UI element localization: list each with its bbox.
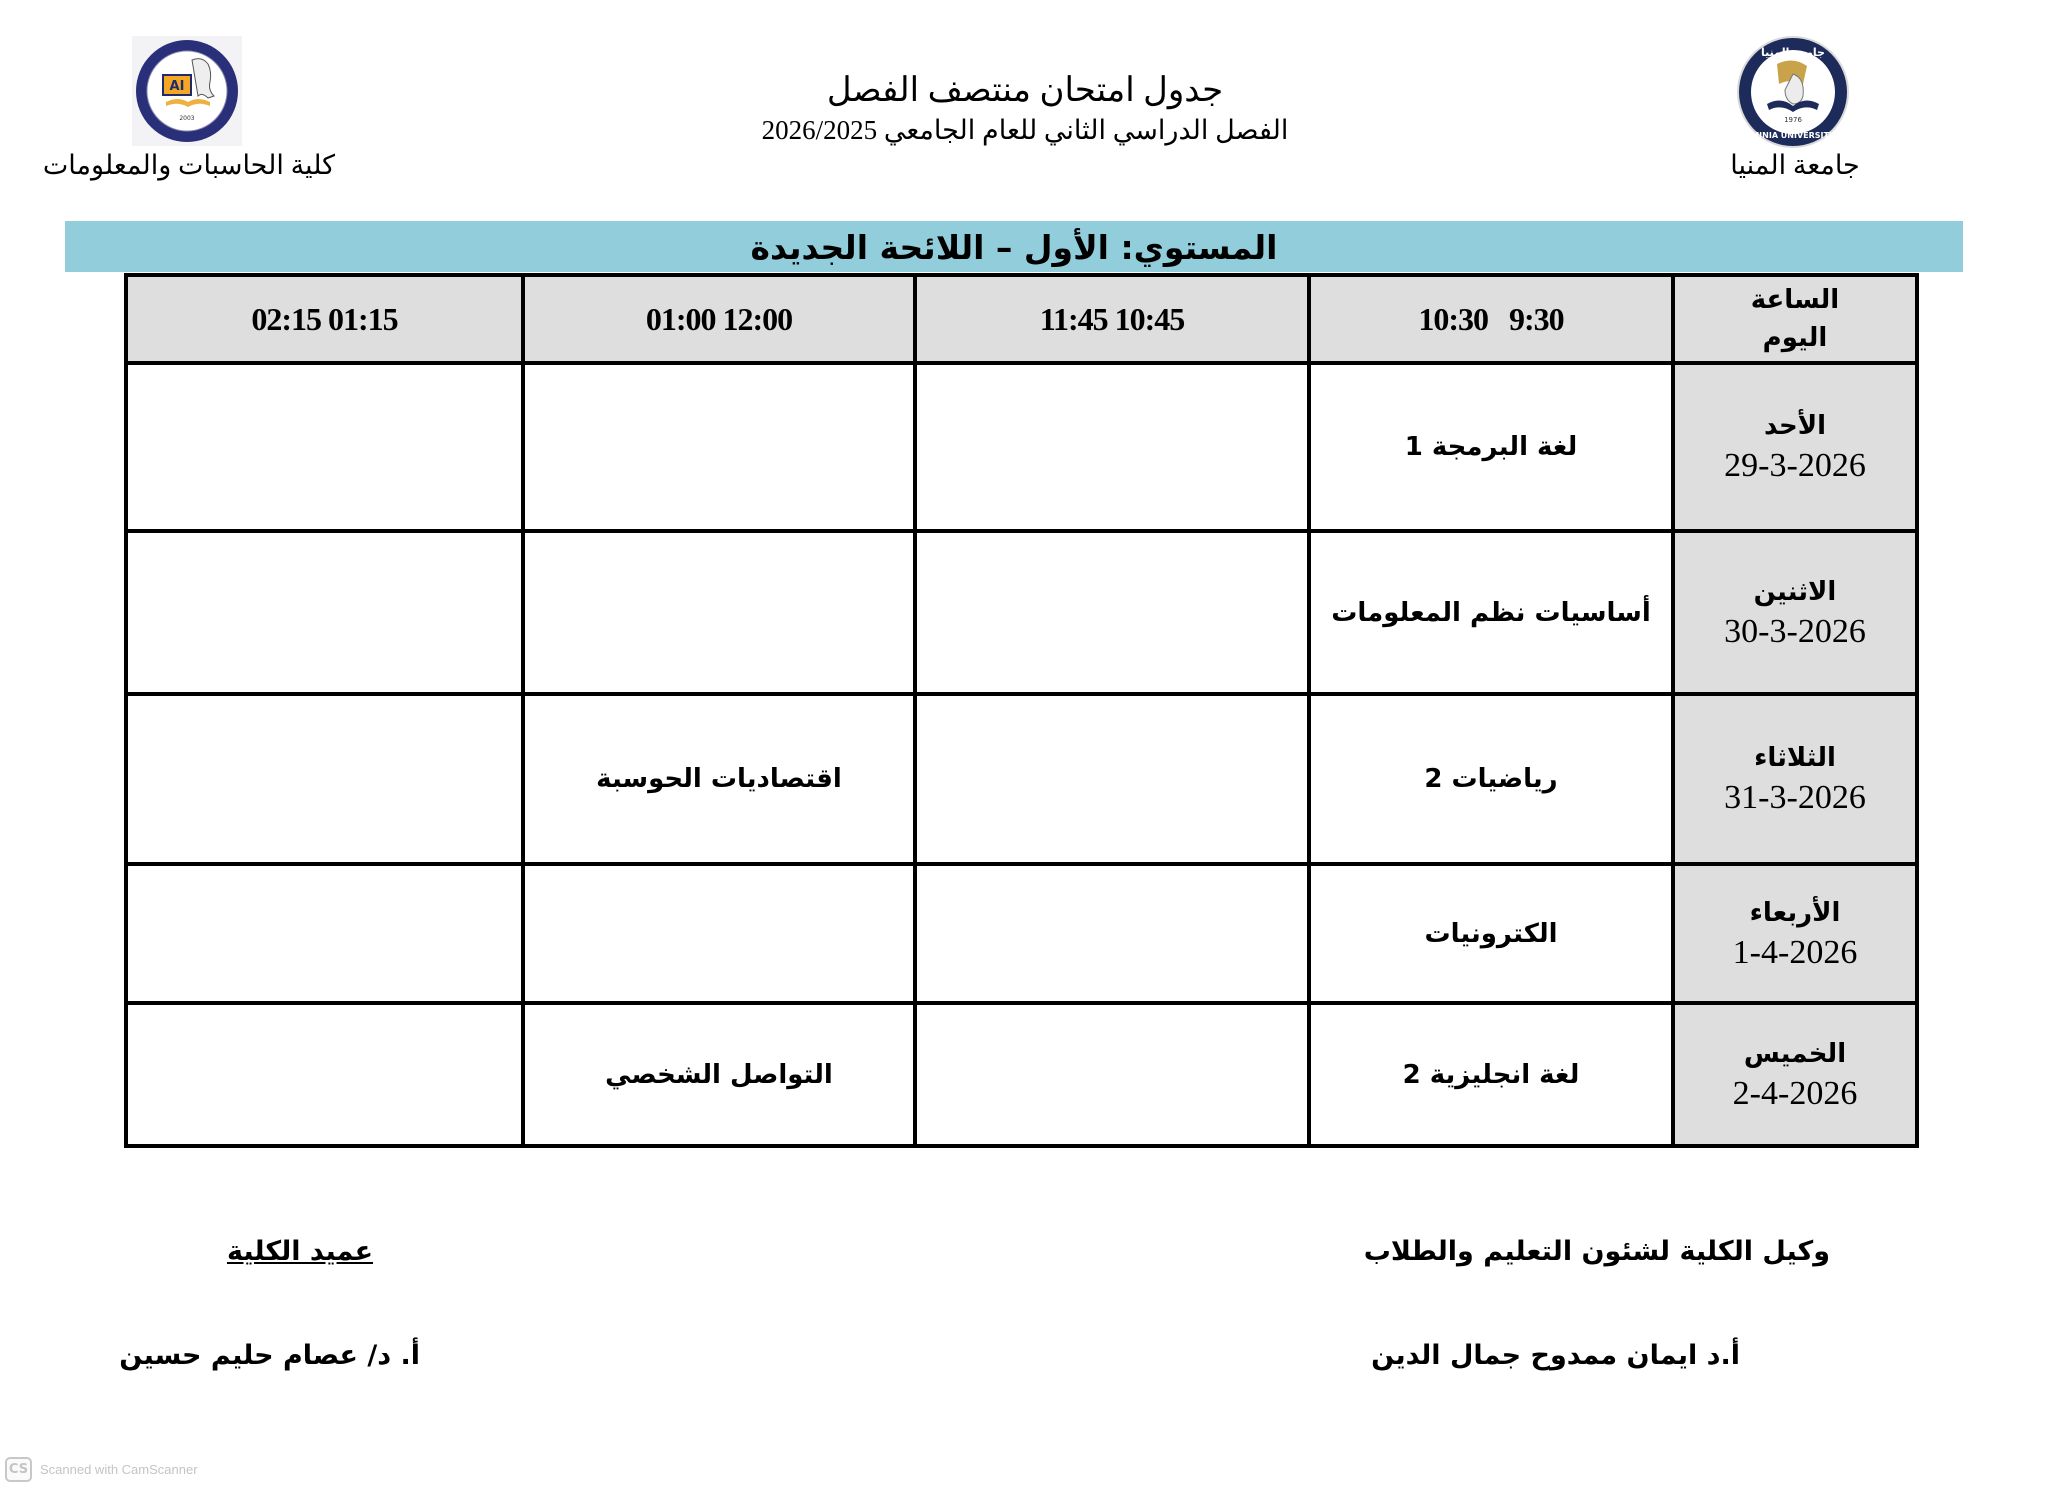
- table-row: [126, 694, 1917, 864]
- slot-cell: [126, 864, 523, 1003]
- slot-cell: [915, 1003, 1309, 1146]
- dean-title: عميد الكلية: [226, 1236, 374, 1267]
- slot-cell: [915, 531, 1309, 694]
- time-slot-header-4: 02:15 01:15: [126, 275, 523, 363]
- day-cell: الاثنين 30-3-2026: [1673, 531, 1917, 694]
- svg-text:AI: AI: [169, 79, 185, 94]
- slot-cell: [126, 1003, 523, 1146]
- university-logo-icon: [1733, 34, 1853, 150]
- day-cell: الخميس 2-4-2026: [1673, 1003, 1917, 1146]
- slot-cell: [523, 531, 915, 694]
- day-cell: الأربعاء 1-4-2026: [1673, 864, 1917, 1003]
- svg-text:1976: 1976: [1784, 116, 1802, 124]
- vice-dean-name: أ.د ايمان ممدوح جمال الدين: [1371, 1340, 1740, 1371]
- vice-dean-title: وكيل الكلية لشئون التعليم والطلاب: [1363, 1236, 1830, 1267]
- slot-cell: اقتصاديات الحوسبة: [523, 694, 915, 864]
- slot-cell: لغة انجليزية 2: [1309, 1003, 1673, 1146]
- university-name: جامعة المنيا: [1730, 150, 1860, 180]
- table-header-row: [126, 275, 1917, 363]
- svg-text:2003: 2003: [179, 115, 195, 122]
- day-cell: الثلاثاء 31-3-2026: [1673, 694, 1917, 864]
- day-cell: الأحد 29-3-2026: [1673, 363, 1917, 531]
- camscanner-icon: CS: [5, 1457, 32, 1482]
- slot-cell: [126, 363, 523, 531]
- corner-header: [1673, 275, 1917, 363]
- faculty-name: كلية الحاسبات والمعلومات: [42, 150, 335, 180]
- slot-cell: [126, 531, 523, 694]
- table-row: [126, 531, 1917, 694]
- faculty-logo: [132, 36, 242, 146]
- slot-cell: التواصل الشخصي: [523, 1003, 915, 1146]
- corner-day-label: اليوم: [1762, 323, 1828, 353]
- slot-cell: [915, 864, 1309, 1003]
- table-row: [126, 1003, 1917, 1146]
- camscanner-watermark: Scanned with CamScanner: [40, 1462, 198, 1477]
- time-slot-header-2: 11:45 10:45: [915, 275, 1309, 363]
- level-banner: [65, 221, 1963, 272]
- faculty-logo-icon: [132, 36, 242, 146]
- level-banner-text: المستوي: الأول – اللائحة الجديدة: [750, 228, 1278, 267]
- slot-cell: [915, 694, 1309, 864]
- exam-schedule-table: [124, 273, 1919, 1148]
- table-row: [126, 363, 1917, 531]
- svg-text:MINIA UNIVERSITY: MINIA UNIVERSITY: [1751, 131, 1835, 140]
- slot-cell: [523, 864, 915, 1003]
- corner-hour-label: الساعة: [1750, 285, 1840, 315]
- university-logo: [1733, 34, 1853, 150]
- dean-name: أ. د/ عصام حليم حسين: [119, 1340, 420, 1371]
- svg-text:جامعة المنيا: جامعة المنيا: [1761, 46, 1825, 59]
- slot-cell: [126, 694, 523, 864]
- slot-cell: رياضيات 2: [1309, 694, 1673, 864]
- slot-cell: أساسيات نظم المعلومات: [1309, 531, 1673, 694]
- page-title: جدول امتحان منتصف الفصل: [826, 72, 1224, 109]
- slot-cell: الكترونيات: [1309, 864, 1673, 1003]
- slot-cell: [915, 363, 1309, 531]
- slot-cell: [523, 363, 915, 531]
- table-row: [126, 864, 1917, 1003]
- time-slot-header-3: 01:00 12:00: [523, 275, 915, 363]
- page-subtitle: الفصل الدراسي الثاني للعام الجامعي 2026/2025: [761, 115, 1289, 145]
- time-slot-header-1: 10:30 9:30: [1309, 275, 1673, 363]
- slot-cell: لغة البرمجة 1: [1309, 363, 1673, 531]
